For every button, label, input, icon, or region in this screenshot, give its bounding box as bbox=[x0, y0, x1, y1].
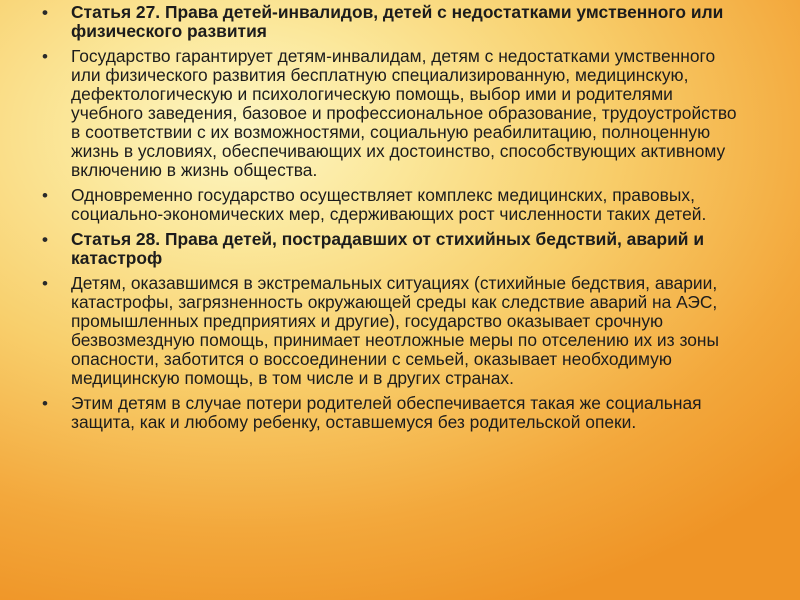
article-27-heading bbox=[42, 3, 742, 41]
article-28-paragraph-1 bbox=[42, 274, 742, 388]
slide-content bbox=[42, 3, 742, 438]
bullet-icon: • bbox=[42, 274, 48, 293]
article-28-heading-text: Статья 28. Права детей, пострадавших от стихийных бедствий, аварий и катастроф bbox=[71, 229, 705, 268]
bullet-icon: • bbox=[42, 394, 48, 413]
bullet-icon: • bbox=[42, 186, 48, 205]
article-27-paragraph-1-text: Государство гарантирует детям-инвалидам, детям с недостатками умственного или физического развития бесплатную специализированную, медицинскую, дефектологическую и психологическую помощь, выбор ими и родителями учебного заведения, базовое и профессиональное образование, трудоустройство в соответствии с их возможностями, социальную реабилитацию, полноценную жизнь в условиях, обеспечивающих их достоинство, способствующих активному включению в жизнь общества. bbox=[71, 46, 737, 180]
bullet-list bbox=[42, 3, 742, 432]
article-28-paragraph-2 bbox=[42, 394, 742, 432]
article-27-paragraph-2 bbox=[42, 186, 742, 224]
bullet-icon: • bbox=[42, 230, 48, 249]
bullet-icon: • bbox=[42, 47, 48, 66]
article-27-heading-text: Статья 27. Права детей-инвалидов, детей с недостатками умственного или физического развития bbox=[71, 2, 724, 41]
article-28-paragraph-1-text: Детям, оказавшимся в экстремальных ситуациях (стихийные бедствия, аварии, катастрофы, загрязненность окружающей среды как следствие аварий на АЭС, промышленных предприятиях и другие), государство оказывает срочную безвозмездную помощь, принимает неотложные меры по отселению их из зоны опасности, заботится о воссоединении с семьей, оказывает необходимую медицинскую помощь, в том числе и в других странах. bbox=[71, 273, 720, 388]
bullet-icon: • bbox=[42, 3, 48, 22]
article-28-heading bbox=[42, 230, 742, 268]
article-27-paragraph-1 bbox=[42, 47, 742, 180]
article-28-paragraph-2-text: Этим детям в случае потери родителей обеспечивается такая же социальная защита, как и любому ребенку, оставшемуся без родительской опеки. bbox=[71, 393, 702, 432]
article-27-paragraph-2-text: Одновременно государство осуществляет комплекс медицинских, правовых, социально-экономических мер, сдерживающих рост численности таких детей. bbox=[71, 185, 707, 224]
